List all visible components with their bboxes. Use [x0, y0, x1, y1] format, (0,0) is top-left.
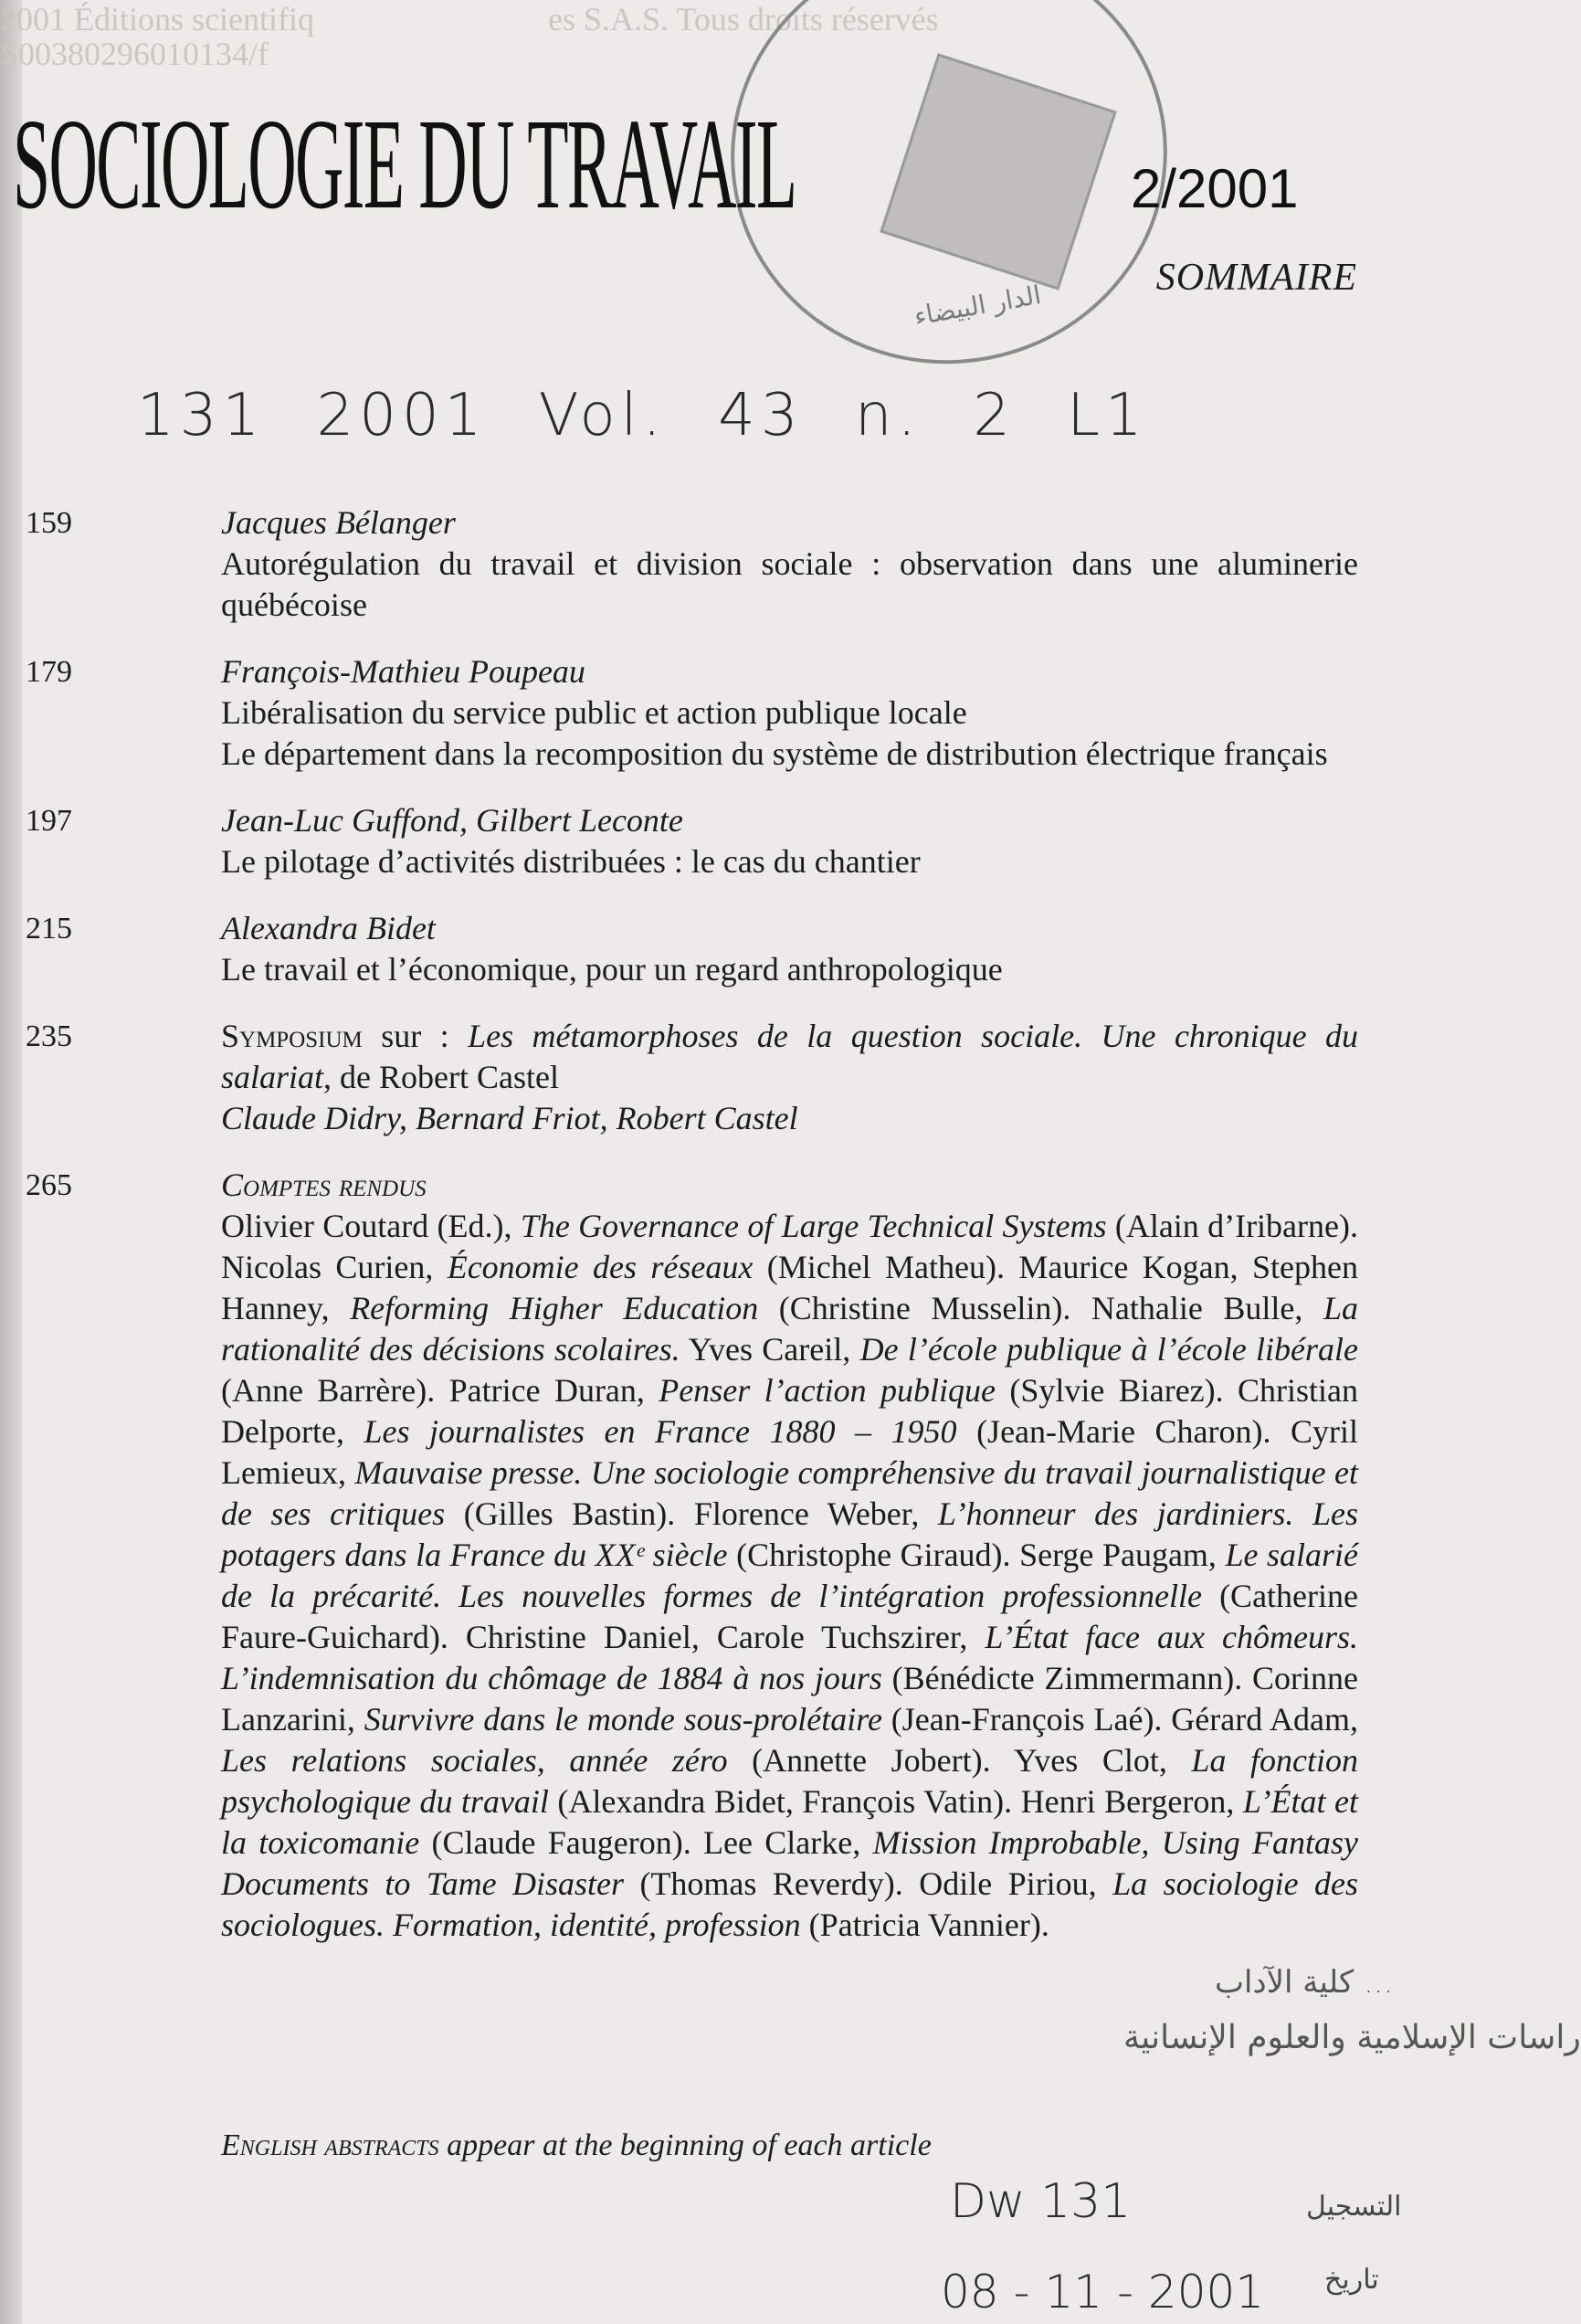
- reviews-list: [221, 1206, 1358, 1946]
- entry-title: Libéralisation du service public et action publique locale: [221, 694, 967, 731]
- review-author: Yves Clot,: [1013, 1742, 1192, 1779]
- entry-authors: François-Mathieu Poupeau: [221, 653, 585, 690]
- review-author: Lee Clarke,: [703, 1824, 873, 1861]
- symposium-authors: Claude Didry, Bernard Friot, Robert Castel: [221, 1100, 798, 1136]
- register-value: Dw 131: [950, 2174, 1132, 2229]
- page-number: 159: [26, 506, 72, 540]
- review-reviewer: (Jean-Marie Charon).: [956, 1413, 1291, 1450]
- entry-title: Le pilotage d’activités distribuées : le cas du chantier: [221, 843, 921, 880]
- toc-entry: [0, 800, 1449, 882]
- review-book-title: De l’école publique à l’école libérale: [859, 1331, 1359, 1368]
- toc-entry: [0, 651, 1449, 775]
- entry-authors: Alexandra Bidet: [221, 910, 436, 946]
- review-reviewer: (Annette Jobert).: [727, 1742, 1014, 1779]
- review-author: Maurice Kogan, Stephen Hanney,: [221, 1249, 1359, 1326]
- journal-title: SOCIOLOGIE DU TRAVAIL: [13, 91, 796, 236]
- entry-title: Autorégulation du travail et division sociale : observation dans une aluminerie québécoise: [221, 545, 1358, 623]
- review-book-title: Les relations sociales, année zéro: [221, 1742, 728, 1779]
- page-number: 215: [26, 912, 72, 945]
- toc-entry-reviews: [0, 1165, 1449, 1946]
- footer-label: English abstracts: [221, 2129, 439, 2162]
- review-reviewer: (Bénédicte Zimmermann).: [881, 1660, 1253, 1696]
- review-book-title: La sociologie des sociologues. Formation, identité, profession: [221, 1865, 1359, 1943]
- review-book-title: Les journalistes en France 1880 – 1950: [364, 1413, 957, 1450]
- review-book-title: Économie des réseaux: [447, 1249, 754, 1285]
- review-reviewer: (Gilles Bastin).: [445, 1495, 694, 1532]
- review-author: Olivier Coutard (Ed.),: [221, 1208, 521, 1244]
- review-reviewer: (Patricia Vannier).: [800, 1907, 1049, 1943]
- review-author: Christine Daniel, Carole Tuchszirer,: [465, 1619, 985, 1655]
- issue-number: 2/2001: [1131, 158, 1299, 219]
- review-book-title: Mission Improbable, Using Fantasy Documents to Tame Disaster: [221, 1824, 1358, 1902]
- review-reviewer: (Claude Faugeron).: [419, 1824, 704, 1861]
- bleed-through-text: es S.A.S. Tous droits réservés: [548, 1, 939, 37]
- footer-rest: appear at the beginning of each article: [438, 2129, 932, 2162]
- page-number: 235: [26, 1019, 72, 1053]
- register-label: التسجيل: [1306, 2191, 1402, 2223]
- review-author: Odile Piriou,: [919, 1865, 1113, 1902]
- symposium-heading: [221, 1016, 1358, 1098]
- review-author: Christian Delporte,: [221, 1372, 1359, 1450]
- review-book-title: L’État et la toxicomanie: [221, 1783, 1358, 1861]
- entry-title: Le travail et l’économique, pour un regard anthropologique: [221, 951, 1003, 988]
- review-book-title: Mauvaise presse. Une sociologie compréhensive du travail journalistique et de ses critiques: [221, 1454, 1359, 1532]
- symposium-by: , de Robert Castel: [323, 1059, 559, 1095]
- review-author: Florence Weber,: [693, 1495, 938, 1532]
- review-book-title: Reforming Higher Education: [350, 1290, 759, 1326]
- review-book-title: L’État face aux chômeurs. L’indemnisation du chômage de 1884 à nos jours: [221, 1619, 1359, 1696]
- entry-authors: Jacques Bélanger: [221, 504, 456, 541]
- section-label: SOMMAIRE: [1155, 257, 1357, 299]
- review-author: Patrice Duran,: [448, 1372, 659, 1409]
- entry-subtitle: Le département dans la recomposition du système de distribution électrique français: [221, 735, 1328, 772]
- date-label: تاريخ: [1324, 2264, 1379, 2296]
- library-stamp-text: الدار البيضاء: [912, 280, 1044, 332]
- review-author: Nathalie Bulle,: [1091, 1290, 1323, 1326]
- page-number: 179: [26, 655, 72, 689]
- handwritten-arabic-note: راسات الإسلامية والعلوم الإنسانية: [1123, 2019, 1581, 2056]
- review-reviewer: (Alain d’Iribarne).: [1106, 1208, 1358, 1244]
- review-reviewer: (Thomas Reverdy).: [624, 1865, 920, 1902]
- review-book-title: Le salarié de la précarité. Les nouvelles formes de l’intégration professionnelle: [221, 1537, 1359, 1614]
- review-reviewer: (Jean-François Laé).: [881, 1701, 1172, 1738]
- page-number: 265: [26, 1168, 72, 1202]
- review-author: Nicolas Curien,: [221, 1249, 448, 1285]
- review-book-title: Penser l’action publique: [659, 1372, 996, 1409]
- footer-note: [221, 2129, 932, 2163]
- review-book-title: Survivre dans le monde sous-prolétaire: [364, 1701, 882, 1738]
- handwritten-arabic-note: كلية الآداب ...: [1215, 1964, 1394, 2001]
- symposium-title: Les métamorphoses de la question sociale. Une chronique du salariat: [221, 1018, 1359, 1095]
- review-book-title: La rationalité des décisions scolaires.: [221, 1290, 1359, 1368]
- review-book-title: The Governance of Large Technical Systems: [520, 1208, 1107, 1244]
- review-author: Serge Paugam,: [1019, 1537, 1226, 1573]
- review-reviewer: (Anne Barrère).: [221, 1372, 449, 1409]
- reviews-label: Comptes rendus: [221, 1167, 427, 1203]
- date-value: 08 - 11 - 2001: [941, 2266, 1265, 2319]
- entry-authors: Jean-Luc Guffond, Gilbert Leconte: [221, 802, 683, 839]
- review-author: Cyril Lemieux,: [221, 1413, 1358, 1491]
- review-book-title: La fonction psychologique du travail: [221, 1742, 1358, 1820]
- review-reviewer: (Christine Musselin).: [758, 1290, 1091, 1326]
- symposium-sur: sur :: [362, 1018, 469, 1054]
- symposium-label: Symposium: [221, 1018, 363, 1054]
- review-author: Yves Careil,: [688, 1331, 860, 1368]
- review-reviewer: (Sylvie Biarez).: [995, 1372, 1238, 1409]
- review-reviewer: (Michel Matheu).: [753, 1249, 1019, 1285]
- review-author: Henri Bergeron,: [1020, 1783, 1243, 1820]
- toc-entry: [0, 908, 1449, 990]
- page-number: 197: [26, 804, 72, 838]
- review-reviewer: (Catherine Faure-Guichard).: [221, 1578, 1358, 1655]
- review-reviewer: (Christophe Giraud).: [727, 1537, 1020, 1573]
- review-reviewer: [680, 1331, 689, 1368]
- bleed-through-text: 2001 Éditions scientifiq: [0, 1, 314, 37]
- review-book-title: L’honneur des jardiniers. Les potagers dans la France du XXᵉ siècle: [221, 1495, 1358, 1573]
- toc-entry: [0, 502, 1449, 626]
- review-author: Corinne Lanzarini,: [221, 1660, 1358, 1738]
- table-of-contents: [0, 502, 1449, 1946]
- review-author: Gérard Adam,: [1171, 1701, 1359, 1738]
- bleed-through-text: S00380296010134/f: [0, 36, 269, 72]
- review-reviewer: (Alexandra Bidet, François Vatin).: [548, 1783, 1021, 1820]
- toc-entry-symposium: [0, 1016, 1449, 1139]
- handwritten-catalog-line: 131 2001 Vol. 43 n. 2 L1: [137, 382, 1148, 449]
